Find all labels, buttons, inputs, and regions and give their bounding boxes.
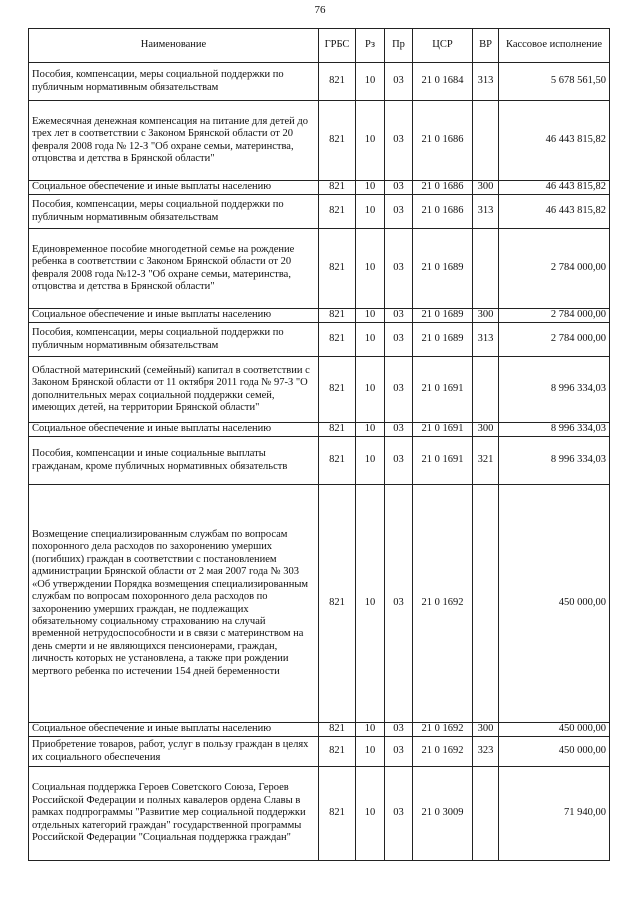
row-vr: 300 — [473, 181, 499, 195]
header-vr: ВР — [473, 29, 499, 63]
row-name: Областной материнский (семейный) капитал в соответствии с Законом Брянской области от 11 октября 2011 года № 97-З "О дополнительных мерах социальной поддержки семей, имеющих детей, на территории Брянской области" — [29, 357, 319, 423]
table-row — [29, 357, 610, 423]
row-pr: 03 — [385, 737, 413, 767]
row-rz: 10 — [356, 309, 385, 323]
row-pr: 03 — [385, 723, 413, 737]
row-vr: 300 — [473, 423, 499, 437]
row-csr: 21 0 1692 — [413, 737, 473, 767]
row-name: Пособия, компенсации, меры социальной поддержки по публичным нормативным обязательствам — [29, 195, 319, 229]
table-header-row — [29, 29, 610, 63]
row-pr: 03 — [385, 181, 413, 195]
row-pr: 03 — [385, 485, 413, 723]
row-csr: 21 0 1691 — [413, 437, 473, 485]
table-row — [29, 485, 610, 723]
row-csr: 21 0 1689 — [413, 309, 473, 323]
row-pr: 03 — [385, 195, 413, 229]
table-row — [29, 195, 610, 229]
row-sum: 46 443 815,82 — [499, 181, 610, 195]
row-sum: 8 996 334,03 — [499, 423, 610, 437]
row-grbs: 821 — [319, 423, 356, 437]
row-grbs: 821 — [319, 437, 356, 485]
row-grbs: 821 — [319, 63, 356, 101]
row-rz: 10 — [356, 437, 385, 485]
row-name: Социальное обеспечение и иные выплаты населению — [29, 181, 319, 195]
row-grbs: 821 — [319, 101, 356, 181]
row-rz: 10 — [356, 767, 385, 861]
row-name: Пособия, компенсации, меры социальной поддержки по публичным нормативным обязательствам — [29, 63, 319, 101]
row-grbs: 821 — [319, 309, 356, 323]
row-rz: 10 — [356, 181, 385, 195]
row-grbs: 821 — [319, 737, 356, 767]
row-rz: 10 — [356, 195, 385, 229]
row-vr: 323 — [473, 737, 499, 767]
header-csr: ЦСР — [413, 29, 473, 63]
row-sum: 5 678 561,50 — [499, 63, 610, 101]
row-sum: 71 940,00 — [499, 767, 610, 861]
row-vr — [473, 767, 499, 861]
row-csr: 21 0 1692 — [413, 485, 473, 723]
row-rz: 10 — [356, 63, 385, 101]
row-name: Единовременное пособие многодетной семье на рождение ребенка в соответствии с Законом Брянской области от 20 февраля 2008 года №12-З "Об охране семьи, материнства, отцовства и детства в Брянской области" — [29, 229, 319, 309]
row-grbs: 821 — [319, 181, 356, 195]
table-row — [29, 723, 610, 737]
row-name: Возмещение специализированным службам по вопросам похоронного дела расходов по захоронению умерших (погибших) граждан в соответствии с постановлением администрации Брянской области от 2 мая 2007 года № 303 «Об утверждении Порядка возмещения специализированным службам по вопросам похоронного дела расходов по захоронению умерших граждан, не подлежащих обязательному социальному страхованию на случай временной нетрудоспособности и в связи с материнством на день смерти и не являющихся пенсионерами, граждан, личность которых не установлена, а также при рождении мертвого ребенка по истечении 154 дней беременности — [29, 485, 319, 723]
row-pr: 03 — [385, 63, 413, 101]
header-grbs: ГРБС — [319, 29, 356, 63]
row-vr: 313 — [473, 323, 499, 357]
row-name: Ежемесячная денежная компенсация на питание для детей до трех лет в соответствии с Законом Брянской области от 20 февраля 2008 года № 12-З "Об охране семьи, материнства, отцовства и детства в Брянской области" — [29, 101, 319, 181]
page-number: 76 — [314, 4, 326, 16]
row-sum: 46 443 815,82 — [499, 101, 610, 181]
row-rz: 10 — [356, 485, 385, 723]
row-sum: 2 784 000,00 — [499, 323, 610, 357]
row-csr: 21 0 1686 — [413, 181, 473, 195]
row-sum: 8 996 334,03 — [499, 357, 610, 423]
row-name: Пособия, компенсации и иные социальные выплаты гражданам, кроме публичных нормативных обязательств — [29, 437, 319, 485]
row-rz: 10 — [356, 723, 385, 737]
header-pr: Пр — [385, 29, 413, 63]
row-sum: 2 784 000,00 — [499, 229, 610, 309]
row-csr: 21 0 1689 — [413, 229, 473, 309]
header-name: Наименование — [29, 29, 319, 63]
row-pr: 03 — [385, 423, 413, 437]
row-csr: 21 0 1691 — [413, 423, 473, 437]
row-grbs: 821 — [319, 323, 356, 357]
row-pr: 03 — [385, 357, 413, 423]
row-sum: 450 000,00 — [499, 737, 610, 767]
table-row — [29, 101, 610, 181]
table-row — [29, 423, 610, 437]
row-pr: 03 — [385, 437, 413, 485]
row-csr: 21 0 1686 — [413, 101, 473, 181]
row-name: Социальная поддержка Героев Советского Союза, Героев Российской Федерации и полных кавалеров ордена Славы в рамках подпрограммы "Развитие мер социальной поддержки отдельных категорий граждан" государственной программы Российской Федерации "Социальная поддержка граждан" — [29, 767, 319, 861]
row-rz: 10 — [356, 323, 385, 357]
row-vr: 300 — [473, 723, 499, 737]
table-row — [29, 229, 610, 309]
row-pr: 03 — [385, 767, 413, 861]
row-csr: 21 0 1689 — [413, 323, 473, 357]
table-row — [29, 309, 610, 323]
row-vr — [473, 229, 499, 309]
row-vr: 321 — [473, 437, 499, 485]
row-vr — [473, 101, 499, 181]
row-pr: 03 — [385, 323, 413, 357]
row-sum: 46 443 815,82 — [499, 195, 610, 229]
row-rz: 10 — [356, 357, 385, 423]
row-rz: 10 — [356, 423, 385, 437]
row-grbs: 821 — [319, 767, 356, 861]
row-rz: 10 — [356, 737, 385, 767]
row-grbs: 821 — [319, 723, 356, 737]
row-vr — [473, 485, 499, 723]
row-rz: 10 — [356, 229, 385, 309]
table-row — [29, 63, 610, 101]
row-grbs: 821 — [319, 229, 356, 309]
row-sum: 8 996 334,03 — [499, 437, 610, 485]
row-name: Пособия, компенсации, меры социальной поддержки по публичным нормативным обязательствам — [29, 323, 319, 357]
header-rz: Рз — [356, 29, 385, 63]
row-csr: 21 0 1684 — [413, 63, 473, 101]
table-row — [29, 323, 610, 357]
row-rz: 10 — [356, 101, 385, 181]
row-csr: 21 0 1691 — [413, 357, 473, 423]
row-name: Социальное обеспечение и иные выплаты населению — [29, 723, 319, 737]
row-name: Социальное обеспечение и иные выплаты населению — [29, 423, 319, 437]
row-sum: 450 000,00 — [499, 723, 610, 737]
table-row — [29, 437, 610, 485]
row-name: Социальное обеспечение и иные выплаты населению — [29, 309, 319, 323]
row-sum: 2 784 000,00 — [499, 309, 610, 323]
table-row — [29, 181, 610, 195]
row-grbs: 821 — [319, 485, 356, 723]
row-vr: 313 — [473, 195, 499, 229]
row-pr: 03 — [385, 229, 413, 309]
row-vr: 313 — [473, 63, 499, 101]
row-grbs: 821 — [319, 195, 356, 229]
header-sum: Кассовое исполнение — [499, 29, 610, 63]
row-pr: 03 — [385, 101, 413, 181]
row-csr: 21 0 1692 — [413, 723, 473, 737]
table-row — [29, 737, 610, 767]
row-csr: 21 0 1686 — [413, 195, 473, 229]
row-csr: 21 0 3009 — [413, 767, 473, 861]
row-pr: 03 — [385, 309, 413, 323]
row-name: Приобретение товаров, работ, услуг в пользу граждан в целях их социального обеспечения — [29, 737, 319, 767]
row-grbs: 821 — [319, 357, 356, 423]
row-sum: 450 000,00 — [499, 485, 610, 723]
row-vr: 300 — [473, 309, 499, 323]
table-row — [29, 767, 610, 861]
row-vr — [473, 357, 499, 423]
budget-table — [28, 28, 610, 861]
